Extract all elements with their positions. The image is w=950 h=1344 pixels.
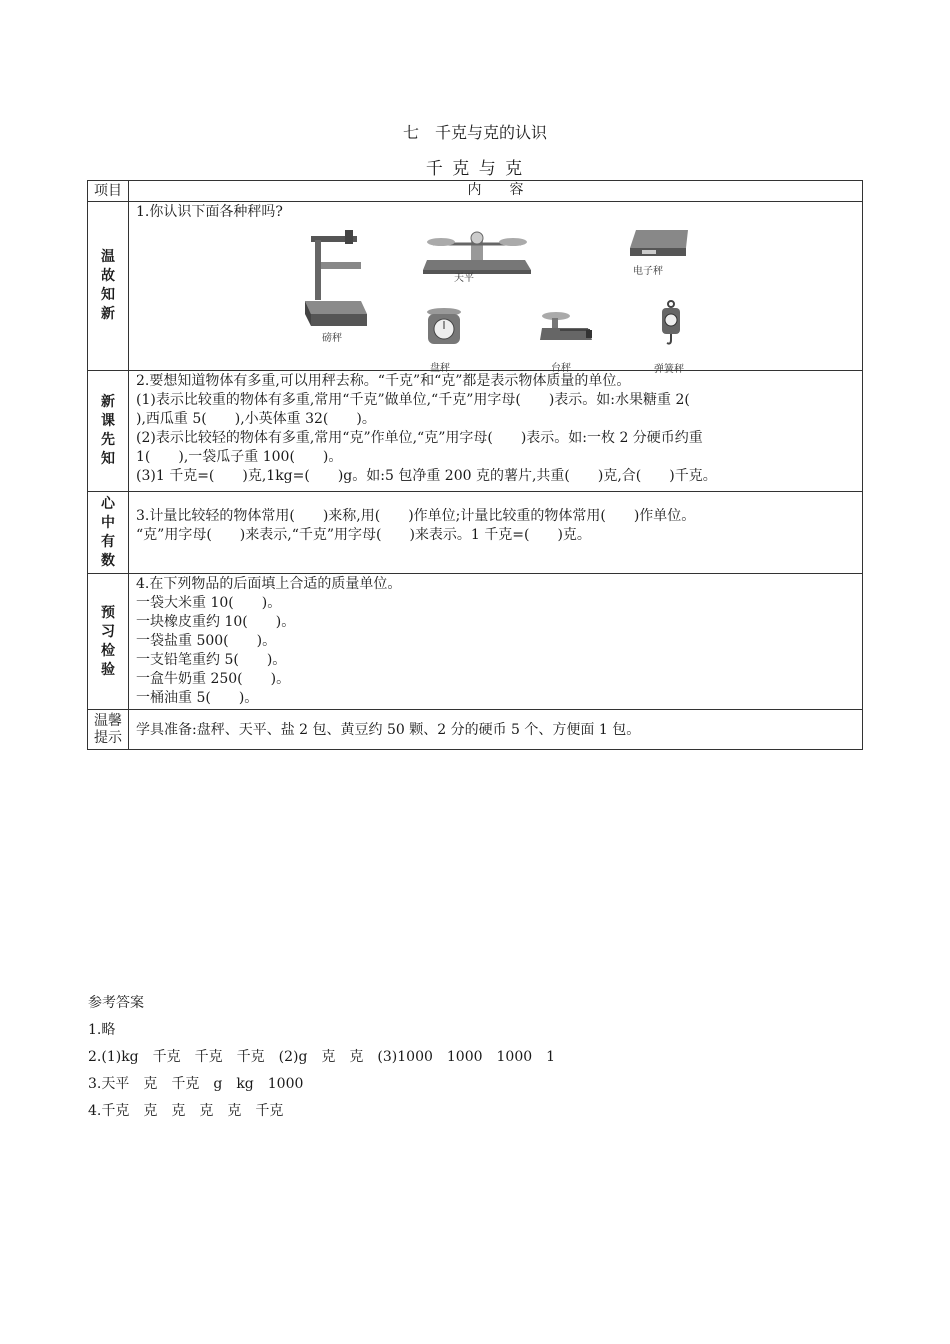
question-3b: “克”用字母( )来表示,“千克”用字母( )来表示。1 千克=( )克。: [136, 527, 591, 543]
lesson-title: 千 克 与 克: [425, 159, 525, 179]
caption-dial: 盘秤: [430, 363, 450, 374]
answer-line: 3.天平 克 千克 g kg 1000: [88, 1076, 304, 1092]
question-2-intro: 2.要想知道物体有多重,可以用秤去称。“千克”和“克”都是表示物体质量的单位。: [136, 373, 631, 389]
answer-line: 2.(1)kg 千克 千克 千克 (2)g 克 克 (3)1000 1000 1000 1: [88, 1049, 556, 1065]
caption-table-scale: 台秤: [551, 363, 571, 374]
question-4-item: 一袋大米重 10( )。: [136, 595, 282, 611]
question-1: 1.你认识下面各种秤吗?: [136, 204, 283, 220]
question-4-item: 一袋盐重 500( )。: [136, 633, 277, 649]
row-content-review: [129, 202, 863, 375]
row-label-tip: 温馨提示: [88, 710, 129, 750]
question-4-intro: 4.在下列物品的后面填上合适的质量单位。: [136, 576, 402, 592]
question-4-item: 一盒牛奶重 250( )。: [136, 671, 291, 687]
question-4-item: 一支铅笔重约 5( )。: [136, 652, 287, 668]
spring-scale-image: [658, 300, 684, 346]
row-label-review: 温故知新: [88, 202, 129, 371]
question-4-item: 一桶油重 5( )。: [136, 690, 259, 706]
header-content: 内 容: [129, 181, 863, 202]
preview-table: [87, 180, 863, 750]
question-2-1b: ),西瓜重 5( ),小英体重 32( )。: [136, 411, 376, 427]
question-2-1a: (1)表示比较重的物体有多重,常用“千克”做单位,“千克”用字母( )表示。如:水果糖重 2(: [136, 392, 690, 408]
row-content-preview: [129, 574, 863, 710]
platform-scale-image: [301, 226, 373, 331]
header-item: 项目: [88, 181, 129, 202]
question-2-2a: (2)表示比较轻的物体有多重,常用“克”作单位,“克”用字母( )表示。如:一枚 2 分硬币约重: [136, 430, 703, 446]
question-4-item: 一块橡皮重约 10( )。: [136, 614, 296, 630]
caption-spring: 弹簧秤: [654, 364, 684, 375]
answer-line: 1.略: [88, 1022, 116, 1038]
caption-electronic: 电子秤: [633, 266, 663, 277]
scales-illustration: [136, 222, 855, 375]
row-content-heart: [129, 492, 863, 574]
row-label-heart: 心中有数: [88, 492, 129, 574]
answer-key: [88, 990, 555, 1125]
row-content-tip: 学具准备:盘秤、天平、盐 2 包、黄豆约 50 颗、2 分的硬币 5 个、方便面 1 包。: [129, 710, 863, 750]
chapter-title: 七 千克与克的认识: [402, 123, 547, 142]
caption-balance: 天平: [454, 273, 474, 284]
row-label-new: 新课先知: [88, 371, 129, 492]
caption-platform: 磅秤: [322, 333, 342, 344]
dial-scale-image: [424, 306, 464, 346]
answer-line: 4.千克 克 克 克 克 千克: [88, 1103, 284, 1119]
row-label-preview: 预习检验: [88, 574, 129, 710]
answer-heading: 参考答案: [88, 995, 144, 1011]
balance-image: [421, 226, 533, 276]
question-3a: 3.计量比较轻的物体常用( )来称,用( )作单位;计量比较重的物体常用( )作单位。: [136, 508, 696, 524]
table-scale-image: [538, 310, 596, 346]
question-2-3: (3)1 千克=( )克,1kg=( )g。如:5 包净重 200 克的薯片,共重( )克,合( )千克。: [136, 468, 717, 484]
electronic-scale-image: [628, 228, 690, 258]
row-content-new: [129, 371, 863, 492]
question-2-2b: 1( ),一袋瓜子重 100( )。: [136, 449, 343, 465]
